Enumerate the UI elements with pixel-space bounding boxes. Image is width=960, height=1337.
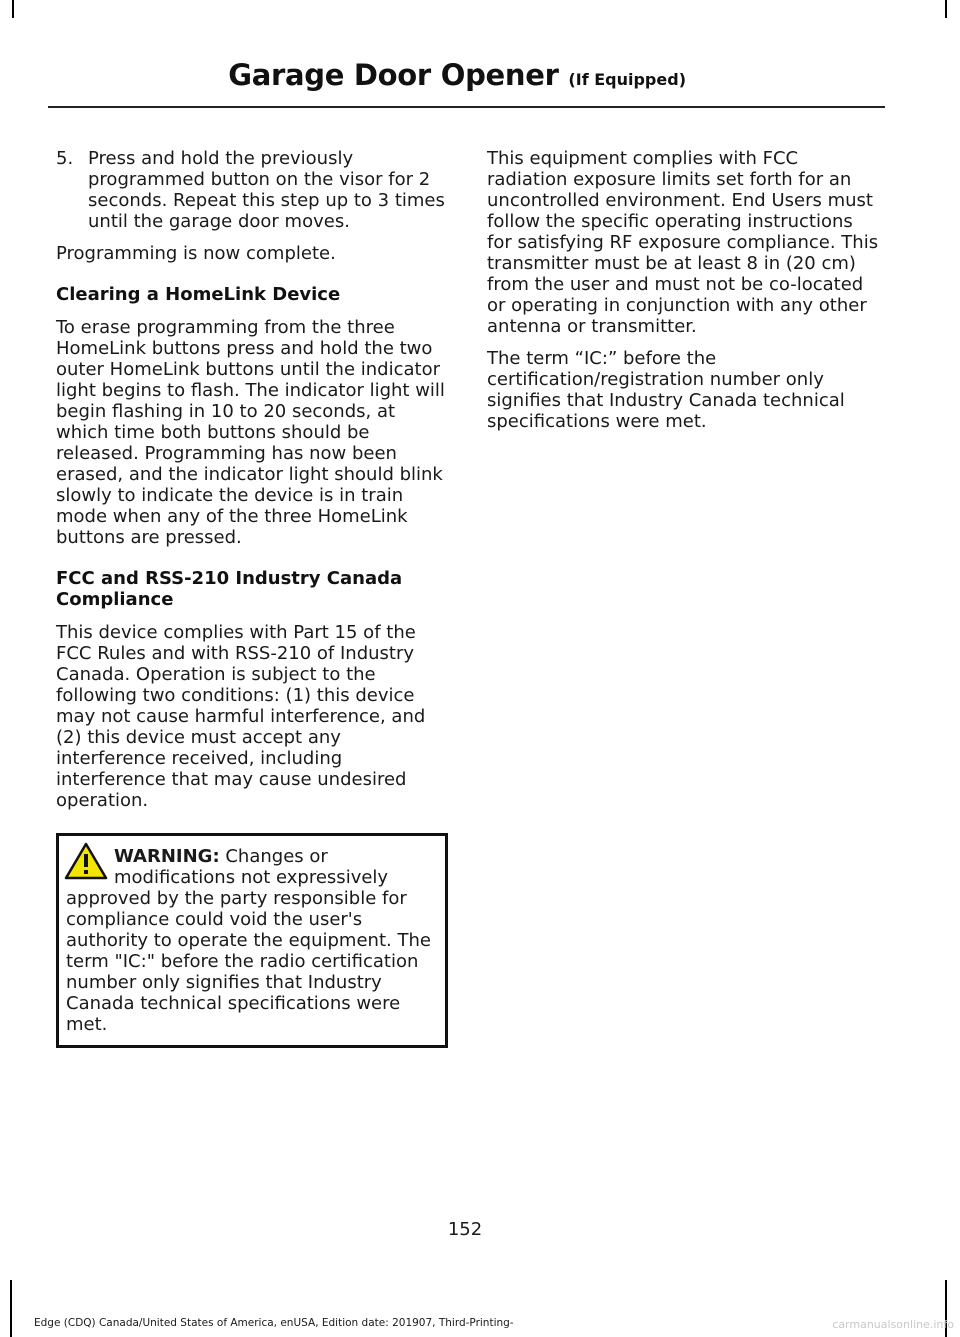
page-title bbox=[228, 58, 686, 92]
fcc-heading: FCC and RSS-210 Industry Canada Compliance bbox=[56, 568, 403, 610]
step-number: 5. bbox=[56, 148, 74, 169]
step-text: Press and hold the previously programmed button on the visor for 2 seconds. Repeat this step up to 3 times until the garage door moves. bbox=[88, 148, 445, 232]
right-column bbox=[487, 148, 881, 443]
crop-mark-top-left bbox=[12, 0, 14, 18]
fcc-radiation-paragraph: This equipment complies with FCC radiation exposure limits set forth for an uncontrolled environment. End Users must follow the specific operating instructions for satisfying RF exposure compliance. This transmitter must be at least 8 in (20 cm) from the user and must not be co-located or operating in conjunction with any other antenna or transmitter. bbox=[487, 148, 879, 337]
step-5 bbox=[56, 148, 448, 232]
warning-triangle-icon bbox=[64, 842, 108, 880]
programming-complete-text: Programming is now complete. bbox=[56, 243, 336, 264]
left-column bbox=[56, 148, 448, 1048]
crop-mark-top-right bbox=[945, 0, 947, 18]
edition-footer: Edge (CDQ) Canada/United States of America, enUSA, Edition date: 201907, Third-Printing- bbox=[34, 1317, 514, 1329]
warning-box bbox=[56, 833, 448, 1048]
warning-label: WARNING: bbox=[114, 846, 220, 867]
page-title-main: Garage Door Opener bbox=[228, 58, 559, 92]
fcc-paragraph: This device complies with Part 15 of the FCC Rules and with RSS-210 of Industry Canada. Operation is subject to the following two conditions: (1) this device may not cause harmful interference, and (2) this device must accept any interference received, including interference that may cause undesired operation. bbox=[56, 622, 426, 811]
crop-mark-bottom-left bbox=[10, 1280, 12, 1337]
watermark: carmanualsonline.info bbox=[832, 1318, 954, 1331]
ic-paragraph: The term “IC:” before the certification/registration number only signifies that Industry Canada technical specifications were met. bbox=[487, 348, 845, 432]
clearing-paragraph: To erase programming from the three HomeLink buttons press and hold the two outer HomeLink buttons until the indicator light begins to flash. The indicator light will begin flashing in 10 to 20 seconds, at which time both buttons should be released. Programming has now been erased, and the indicator light should blink slowly to indicate the device is in train mode when any of the three HomeLink buttons are pressed. bbox=[56, 317, 445, 548]
page-number: 152 bbox=[447, 1219, 483, 1240]
warning-text: Changes or modifications not expressively approved by the party responsible for compliance could void the user's authority to operate the equipment. The term "IC:" before the radio certification number only signifies that Industry Canada technical specifications were met. bbox=[66, 846, 431, 1035]
clearing-heading: Clearing a HomeLink Device bbox=[56, 284, 341, 305]
page-title-subtitle: (If Equipped) bbox=[568, 70, 686, 89]
header-divider bbox=[48, 106, 885, 108]
